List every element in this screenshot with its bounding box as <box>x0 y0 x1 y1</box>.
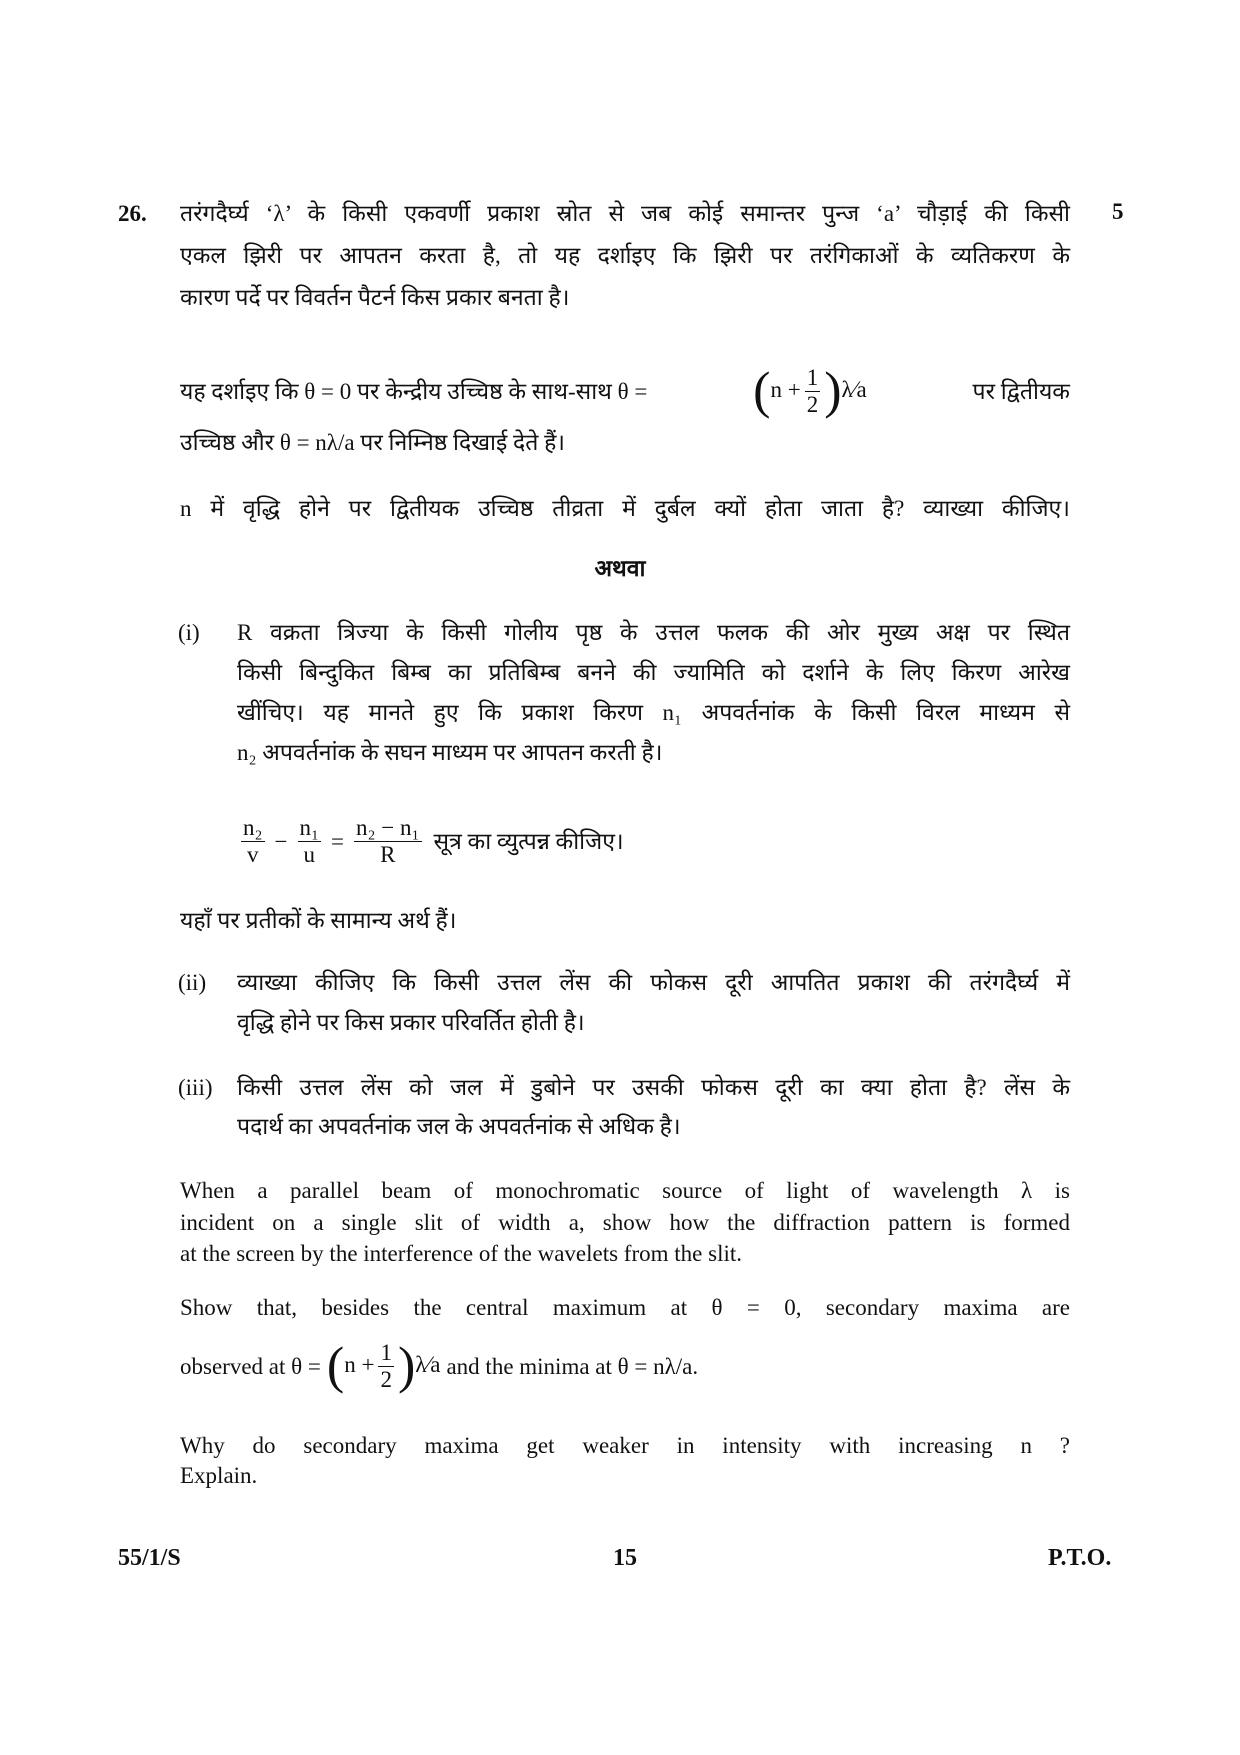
english-show-line2 <box>180 1337 1070 1395</box>
english-show-before: observed at θ = <box>180 1353 321 1379</box>
fraction <box>298 815 322 868</box>
question-number: 26. <box>118 201 147 226</box>
lambda-over-a: λ⁄a <box>841 376 867 402</box>
english-intro-line: When a parallel beam of monochromatic source of light of wavelength λ is <box>180 1178 1070 1203</box>
part-iii-label: (iii) <box>178 1075 213 1100</box>
half-den: 2 <box>380 1367 392 1392</box>
hindi-show-line2: उच्चिष्ठ और θ = nλ/a पर निम्निष्ठ दिखाई देते हैं। <box>180 430 566 455</box>
hindi-intro-line: कारण पर्दे पर विवर्तन पैटर्न किस प्रकार बनता है। <box>180 285 570 310</box>
half-den: 2 <box>806 392 819 417</box>
part-i-line: किसी बिन्दुकित बिम्ब का प्रतिबिम्ब बनने की ज्यामिति को दर्शाने के लिए किरण आरेख <box>237 660 1070 685</box>
refraction-equation <box>237 815 1070 868</box>
half-num: 1 <box>380 1340 392 1365</box>
half-fraction <box>805 365 821 418</box>
paren-close: ) <box>824 362 842 420</box>
numerator: n₁ <box>299 815 320 840</box>
n-plus: n + <box>344 1351 375 1377</box>
minus-sign: − <box>274 828 288 854</box>
part-i-line: खींचिए। यह मानते हुए कि प्रकाश किरण n₁ अपवर्तनांक के किसी विरल माध्यम से <box>237 700 1070 725</box>
part-i-line: n₂ अपवर्तनांक के सघन माध्यम पर आपतन करती है। <box>237 740 663 765</box>
maxima-formula-en <box>326 1337 441 1395</box>
part-iii-line: पदार्थ का अपवर्तनांक जल के अपवर्तनांक से अधिक है। <box>237 1114 681 1139</box>
fraction <box>354 815 422 868</box>
part-i-label: (i) <box>178 620 200 645</box>
denominator: u <box>303 842 316 867</box>
hindi-intro-line: तरंगदैर्घ्य ‘λ’ के किसी एकवर्णी प्रकाश स्रोत से जब कोई समान्तर पुन्ज ‘a’ चौड़ाई की किसी <box>180 201 1070 226</box>
denominator: R <box>380 842 396 867</box>
equals-sign: = <box>331 828 345 854</box>
or-label: अथवा <box>594 556 646 581</box>
part-i-line: R वक्रता त्रिज्या के किसी गोलीय पृष्ठ के उत्तल फलक की ओर मुख्य अक्ष पर स्थित <box>237 620 1070 645</box>
numerator: n₂ <box>243 815 263 840</box>
fraction <box>241 815 265 868</box>
lambda-over-a: λ⁄a <box>415 1351 441 1377</box>
symbols-note: यहाँ पर प्रतीकों के सामान्य अर्थ हैं। <box>180 908 457 933</box>
english-show-line: Show that, besides the central maximum at θ = 0, secondary maxima are <box>180 1295 1070 1320</box>
hindi-show-line <box>180 362 1070 420</box>
english-why-line: Why do secondary maxima get weaker in intensity with increasing n ? <box>180 1433 1070 1458</box>
english-show-after: and the minima at θ = nλ/a. <box>446 1353 699 1379</box>
half-fraction <box>378 1340 394 1393</box>
part-ii-line: व्याख्या कीजिए कि किसी उत्तल लेंस की फोकस दूरी आपतित प्रकाश की तरंगदैर्घ्य में <box>237 970 1070 995</box>
paren-open: ( <box>326 1337 345 1395</box>
marks: 5 <box>1112 199 1124 224</box>
n-plus: n + <box>770 376 801 402</box>
paren-close: ) <box>397 1337 416 1395</box>
part-ii-line: वृद्धि होने पर किस प्रकार परिवर्तित होती है। <box>237 1010 585 1035</box>
paren-open: ( <box>753 362 771 420</box>
equation-text: सूत्र का व्युत्पन्न कीजिए। <box>433 828 624 854</box>
pto: P.T.O. <box>1048 1545 1112 1571</box>
page-number: 15 <box>613 1545 637 1571</box>
part-ii-label: (ii) <box>178 970 207 995</box>
denominator: v <box>247 842 259 867</box>
hindi-why: n में वृद्धि होने पर द्वितीयक उच्चिष्ठ तीव्रता में दुर्बल क्यों होता जाता है? व्याख्या कीजिए। <box>180 496 1070 521</box>
half-num: 1 <box>806 365 819 390</box>
paper-code: 55/1/S <box>118 1545 181 1571</box>
english-intro-line: at the screen by the interference of the wavelets from the slit. <box>180 1241 742 1266</box>
maxima-formula <box>753 362 867 420</box>
hindi-intro-line: एकल झिरी पर आपतन करता है, तो यह दर्शाइए कि झिरी पर तरंगिकाओं के व्यतिकरण के <box>180 243 1070 268</box>
english-intro-line: incident on a single slit of width a, show how the diffraction pattern is formed <box>180 1210 1070 1235</box>
hindi-show-text: यह दर्शाइए कि θ = 0 पर केन्द्रीय उच्चिष्ठ के साथ-साथ θ = <box>180 378 648 404</box>
hindi-show-after: पर द्वितीयक <box>972 378 1070 404</box>
part-iii-line: किसी उत्तल लेंस को जल में डुबोने पर उसकी फोकस दूरी का क्या होता है? लेंस के <box>237 1075 1070 1100</box>
numerator: n₂ − n₁ <box>356 815 420 840</box>
english-why-line: Explain. <box>180 1463 258 1488</box>
